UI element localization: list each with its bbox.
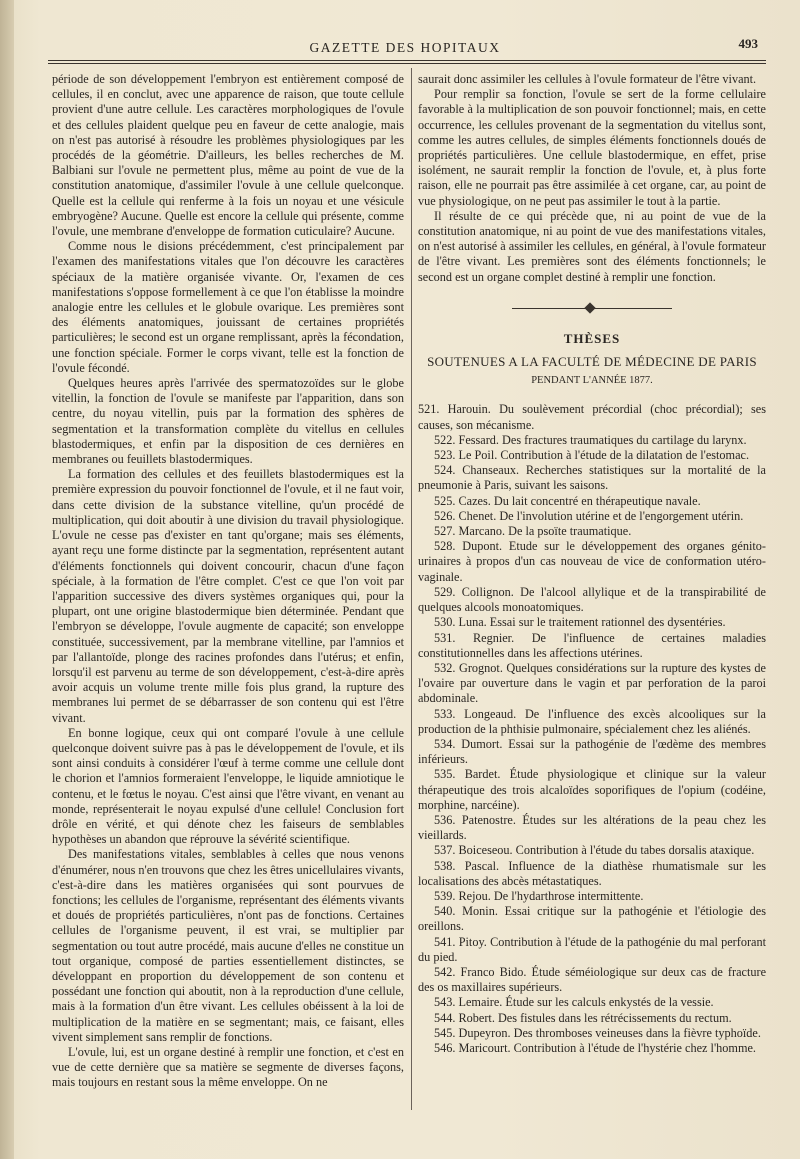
- thesis-item: 527. Marcano. De la psoïte traumatique.: [434, 524, 632, 539]
- thesis-item: 525. Cazes. Du lait concentré en thérapeutique navale.: [434, 493, 701, 508]
- section-separator: [512, 303, 672, 313]
- paragraph: La formation des cellules et des feuillets blastodermiques est la première expression du pouvoir fonctionnel de l'ovule, et il ne faut voir, dans cette division de la substance vitelline, qu'un procédé de multiplication, qui doit aboutir à une division du travail physiologique. L'ovule ne cesse pas d'exister en tant qu'organe; mais ses éléments, ayant reçu une forme distincte par la segmentation, représentent autant d'éléments fonctionnels qui doivent concourir, chacun d'une façon spéciale, à la formation de l'être complet. C'est ce que l'on voit par l'apparition successive des divers systèmes organiques qui, pour la plupart, ont une origine blastodermique bien déterminée. Pendant que l'embryon se développe, l'ovule augmente de capacité; son enveloppe constituée, successivement, par la membrane vitelline, par l'amnios et par l'allantoïde, plonge des racines profondes dans l'utérus; et enfin, lorsqu'il est parvenu au terme de son développement, c'est-à-dire après avoir acquis un volume trente mille fois plus grand, la rupture des membranes lui permet de se débarrasser de son contenu qui est l'être vivant.: [52, 467, 404, 725]
- theses-list: [418, 402, 766, 1056]
- thesis-item: 533. Longeaud. De l'influence des excès alcooliques sur la production de la phthisie pulmonaire, spécialement chez les aliénés.: [418, 706, 766, 736]
- section-subtitle: SOUTENUES A LA FACULTÉ DE MÉDECINE DE PARIS: [427, 354, 757, 370]
- paragraph: Il résulte de ce qui précède que, ni au point de vue de la constitution anatomique, ni au point de vue des manifestations vitales, on n'est autorisé à assimiler les cellules, en général, à l'ovule formateur de l'être vivant. Les premières sont des éléments fonctionnels; le second est un organe complet destiné à remplir une fonction.: [418, 208, 766, 284]
- header-rule-bottom: [48, 63, 766, 64]
- section-title: THÈSES: [563, 330, 621, 346]
- thesis-item: 523. Le Poil. Contribution à l'étude de la dilatation de l'estomac.: [434, 448, 750, 463]
- page-header: [40, 36, 770, 58]
- page-number: 493: [738, 36, 758, 51]
- thesis-item: 539. Rejou. De l'hydarthrose intermittente.: [434, 888, 644, 903]
- paragraph: Pour remplir sa fonction, l'ovule se sert de la forme cellulaire favorable à la multiplication de son pouvoir fonctionnel; mais, en cette occurrence, les cellules provenant de la segmentation du vitellus sont, comme les autres cellules, de simples éléments fonctionnels doués de propriétés particulières. Une cellule blastodermique, en effet, prise isolément, ne saurait remplir la fonction de l'ovule, et, à plus forte raison, elle ne pourrait pas être assimilée à cet organe, car, au point de vue physiologique, on ne peut pas assimiler le tout à la partie.: [418, 87, 766, 208]
- thesis-item: 524. Chanseaux. Recherches statistiques sur la mortalité de la pneumonie à Paris, suivant les saisons.: [418, 463, 766, 493]
- thesis-item: 529. Collignon. De l'alcool allylique et de la transpirabilité de quelques alcools monoatomiques.: [418, 584, 766, 615]
- thesis-item: 535. Bardet. Étude physiologique et clinique sur la valeur thérapeutique des trois alcaloïdes soporifiques de l'opium (codéine, morphine, narcéine).: [418, 767, 766, 812]
- paragraph: période de son développement l'embryon est entièrement composé de cellules, il en conclut, avec une apparence de raison, que toute cellule provient d'une autre cellule. Les caractères morphologiques de l'ovule et des cellules plaident quelque peu en faveur de cette analogie, mais on n'est pas autorisé à résoudre les problèmes physiologiques par les procédés de la géométrie. D'ailleurs, les belles recherches de M. Balbiani sur l'ovule ne permettent plus, même au point de vue de la constitution anatomique, d'assimiler l'ovule à une cellule quelconque. Quelle est la cellule qui renferme à la fois un noyau et une vésicule embryogène? Aucune. Quelle est encore la cellule qui présente, comme l'ovule, une membrane d'enveloppe de formation cuticulaire? Aucune.: [52, 72, 404, 239]
- thesis-item: 530. Luna. Essai sur le traitement rationnel des dysentéries.: [434, 615, 726, 630]
- thesis-item: 542. Franco Bido. Étude séméiologique sur deux cas de fracture des os maxillaires supérieurs.: [418, 964, 766, 995]
- thesis-item: 531. Regnier. De l'influence de certaines maladies constitutionnelles dans les affections utérines.: [418, 630, 766, 660]
- thesis-item: 526. Chenet. De l'involution utérine et de l'engorgement utérin.: [434, 508, 744, 523]
- paragraph: En bonne logique, ceux qui ont comparé l'ovule à une cellule quelconque doivent suivre pas à pas le développement de l'ovule, et ils sont ainsi conduits à considérer l'œuf à terme comme une cellule dont le chorion et l'amnios formeraient l'enveloppe, le liquide amniotique le contenu, et le fœtus le noyau. C'est ainsi que l'être vivant, en venant au monde, représenterait le noyau expulsé d'une cellule! Conclusion fort drôle en vérité, et qui dénote chez les faiseurs de semblables hypothèses un abandon que réprouve la sévérité scientifique.: [52, 725, 404, 847]
- thesis-item: 541. Pitoy. Contribution à l'étude de la pathogénie du mal perforant du pied.: [418, 934, 766, 964]
- thesis-item: 538. Pascal. Influence de la diathèse rhumatismale sur les localisations des abcès métastatiques.: [418, 858, 766, 888]
- thesis-item: 536. Patenostre. Études sur les altérations de la peau chez les vieillards.: [418, 812, 766, 843]
- thesis-item: 544. Robert. Des fistules dans les rétrécissements du rectum.: [434, 1010, 732, 1025]
- right-column: [418, 72, 766, 1056]
- thesis-item: 521. Harouin. Du soulèvement précordial (choc précordial); ses causes, son mécanisme.: [418, 402, 766, 432]
- paragraph: Quelques heures après l'arrivée des spermatozoïdes sur le globe vitellin, la fonction de l'ovule se manifeste par l'apparition, dans son centre, du noyau vitellin, puis par la formation des sphères de segmentation et la transformation complète du vitellus en cellules blastodermiques, et enfin par la disposition de ces dernières en membranes ou feuillets blastodermiques.: [52, 376, 404, 467]
- thesis-item: 546. Maricourt. Contribution à l'étude de l'hystérie chez l'homme.: [434, 1040, 756, 1055]
- page-spine-shadow: [0, 0, 14, 1159]
- thesis-item: 528. Dupont. Etude sur le développement des organes génito-urinaires à propos d'un cas nouveau de vice de conformation utéro-vaginale.: [418, 539, 766, 584]
- paragraph: Comme nous le disions précédemment, c'est principalement par l'examen des manifestations vitales que l'on découvre les caractères spéciaux de la matière organisée vivante. Or, l'examen de ces manifestations s'oppose formellement à ce que l'on établisse la moindre analogie entre les cellules et le globule ovarique. Les premières sont des éléments anatomiques, jouissant de certaines propriétés particulières; le second est un organe remplissant, après la fécondation, une fonction spéciale. Former le corps vivant, telle est la fonction de l'ovule fécondé.: [52, 239, 404, 375]
- thesis-item: 534. Dumort. Essai sur la pathogénie de l'œdème des membres inférieurs.: [418, 736, 766, 767]
- thesis-item: 537. Boiceseou. Contribution à l'étude du tabes dorsalis ataxique.: [434, 843, 755, 858]
- left-column: [52, 72, 404, 1091]
- paragraph: L'ovule, lui, est un organe destiné à remplir une fonction, et c'est en vue de cette dernière que sa matière se segmente de diverses façons, mais toujours en restant sous la même enveloppe. On ne: [52, 1045, 404, 1090]
- journal-title: GAZETTE DES HOPITAUX: [309, 40, 501, 55]
- diamond-ornament-icon: [584, 302, 595, 313]
- section-year-line: PENDANT L'ANNÉE 1877.: [531, 375, 653, 387]
- thesis-item: 540. Monin. Essai critique sur la pathogénie et l'étiologie des oreillons.: [418, 904, 766, 934]
- thesis-item: 545. Dupeyron. Des thromboses veineuses dans la fièvre typhoïde.: [434, 1025, 761, 1040]
- column-divider: [411, 68, 412, 1110]
- thesis-item: 532. Grognot. Quelques considérations sur la rupture des kystes de l'ovaire par ouverture dans le vagin et par perforation de la paroi abdominale.: [418, 660, 766, 706]
- thesis-item: 522. Fessard. Des fractures traumatiques du cartilage du larynx.: [434, 432, 747, 447]
- paragraph: Des manifestations vitales, semblables à celles que nous venons d'énumérer, nous n'en trouvons que chez les êtres unicellulaires vivants, c'est-à-dire dans les matières organisées qui sont pourvues de fonctions; les cellules de l'organisme, représentant des éléments vivants et doués de propriétés particulières, n'ont pas de fonctions. Certaines cellules de l'organisme peuvent, il est vrai, se multiplier par segmentation ou tout autre procédé, mais aucune d'elles ne constitue un tout organique, composé de parties essentiellement distinctes, se développant en proportion du développement de son contenu et possédant une fonction qui aboutit, non à la reproduction d'une cellule, mais à la formation d'un être vivant. Les cellules obéissent à la loi de multiplication de la matière en se segmentant; mais, ce faisant, elles vivent simplement sans remplir de fonctions.: [52, 847, 404, 1044]
- thesis-item: 543. Lemaire. Étude sur les calculs enkystés de la vessie.: [434, 995, 714, 1010]
- header-rule-top: [48, 60, 766, 61]
- paragraph: saurait donc assimiler les cellules à l'ovule formateur de l'être vivant.: [418, 72, 757, 86]
